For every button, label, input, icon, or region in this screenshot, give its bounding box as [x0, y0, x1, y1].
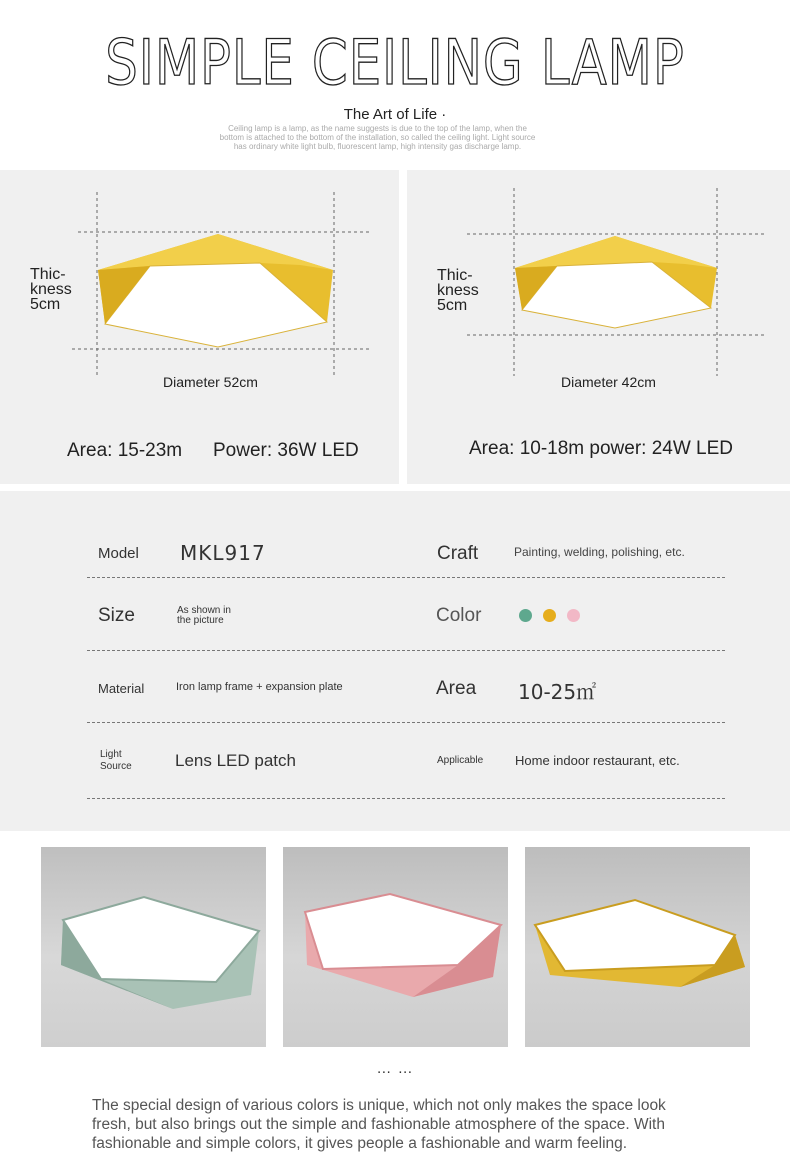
power-label: Power: 36W LED: [213, 440, 359, 461]
area-label: Area: 15-23m: [67, 440, 183, 461]
material-value: Iron lamp frame + expansion plate: [176, 681, 343, 693]
spec-panel-42cm: [407, 170, 790, 484]
color-swatch-green: [519, 609, 532, 622]
row-divider: [87, 798, 725, 799]
lamp-diagram-42cm: [407, 170, 790, 484]
light-source-value: Lens LED patch: [175, 751, 296, 770]
color-swatches: [519, 609, 591, 627]
model-value: MKL917: [180, 541, 266, 565]
footer-description: The special design of various colors is unique, which not only makes the space look fresh, but also brings out the simple and fashionable atmosphere of the space. With fashionable and simple colors, it gives people a fashionable and warm feeling.: [92, 1097, 666, 1152]
light-source-label: Light Source: [100, 749, 132, 772]
applicable-label: Applicable: [437, 755, 484, 766]
area-value: 10-25㎡: [518, 680, 597, 704]
spec-table: [0, 491, 790, 831]
row-divider: [87, 577, 725, 578]
photo-pink-lamp: [283, 847, 508, 1047]
craft-value: Painting, welding, polishing, etc.: [514, 545, 685, 559]
lamp-pink: [283, 847, 508, 1047]
area-label: Area: [436, 678, 477, 699]
thickness-label: Thic- kness 5cm: [437, 267, 479, 314]
color-swatch-pink: [567, 609, 580, 622]
page-title: SIMPLE CEILING LAMP: [105, 26, 685, 99]
applicable-value: Home indoor restaurant, etc.: [515, 753, 680, 768]
photo-green-lamp: [41, 847, 266, 1047]
thickness-label: Thic- kness 5cm: [30, 266, 72, 313]
size-value: As shown in the picture: [177, 605, 231, 626]
lamp-diagram-52cm: [0, 170, 399, 484]
ellipsis: … …: [376, 1060, 414, 1077]
material-label: Material: [98, 681, 145, 696]
craft-label: Craft: [437, 543, 479, 564]
lamp-yellow: [525, 847, 750, 1047]
subtitle: The Art of Life ·: [343, 106, 447, 123]
color-label: Color: [436, 605, 482, 626]
color-swatch-yellow: [543, 609, 556, 622]
intro-text: Ceiling lamp is a lamp, as the name suggests is due to the top of the lamp, when the bottom is attached to the bottom of the installation, so called the ceiling light. Light source has ordinary white light bulb, fluorescent lamp, high intensity gas discharge lamp.: [219, 124, 536, 151]
row-divider: [87, 650, 725, 651]
size-label: Size: [98, 605, 135, 626]
model-label: Model: [98, 545, 139, 562]
diameter-label: Diameter 52cm: [163, 374, 258, 390]
row-divider: [87, 722, 725, 723]
area-power-label: Area: 10-18m power: 24W LED: [469, 438, 734, 459]
diameter-label: Diameter 42cm: [561, 374, 656, 390]
spec-panel-52cm: [0, 170, 399, 484]
photo-yellow-lamp: [525, 847, 750, 1047]
lamp-green: [41, 847, 266, 1047]
